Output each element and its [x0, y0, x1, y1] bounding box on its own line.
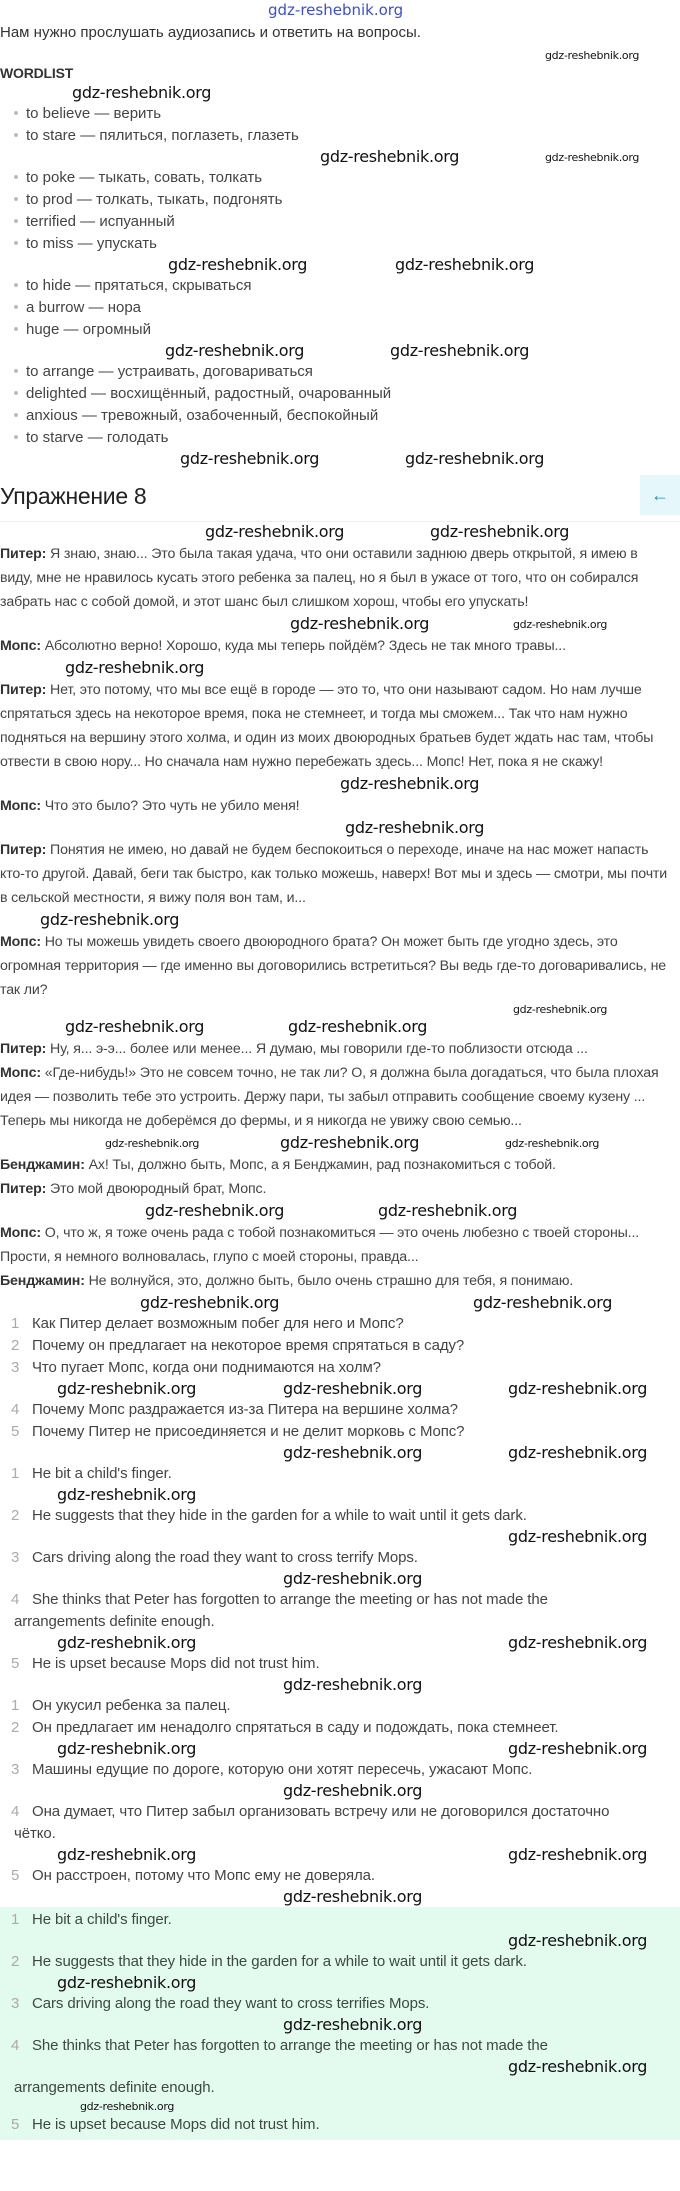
- answer-text: She thinks that Peter has forgotten to arrange the meeting or has not made the: [32, 2037, 548, 2054]
- site-watermark: gdz-reshebnik.org: [57, 1845, 197, 1864]
- speaker-name: Мопс:: [0, 798, 41, 814]
- answer-text: Cars driving along the road they want to cross terrify Mops.: [32, 1549, 418, 1566]
- watermark-row: [0, 2099, 680, 2114]
- site-watermark: gdz-reshebnik.org: [545, 151, 640, 164]
- wordlist-item-text: to arrange — устраивать, договариваться: [26, 363, 313, 380]
- answers-final-list: [0, 2114, 680, 2136]
- site-watermark-header: gdz-reshebnik.org: [268, 1, 404, 19]
- site-watermark: gdz-reshebnik.org: [473, 1293, 613, 1312]
- site-watermark: gdz-reshebnik.org: [508, 1379, 648, 1398]
- speaker-name: Мопс:: [0, 1225, 41, 1241]
- site-watermark: gdz-reshebnik.org: [345, 818, 485, 837]
- site-watermark: gdz-reshebnik.org: [65, 1017, 205, 1036]
- watermark-row: [0, 147, 680, 167]
- item-number: 5: [11, 1655, 20, 1672]
- item-number: 4: [11, 1803, 20, 1820]
- answer-item: [0, 1717, 680, 1739]
- answers-final-list: [0, 1993, 680, 2015]
- watermark-row: [0, 83, 680, 103]
- watermark-row: [0, 341, 680, 361]
- item-number: 1: [11, 1465, 20, 1482]
- answer-text: Cars driving along the road they want to cross terrifies Mops.: [32, 1995, 430, 2012]
- site-watermark: gdz-reshebnik.org: [205, 522, 345, 541]
- question-text: Как Питер делает возможным побег для него и Мопс?: [32, 1315, 404, 1332]
- answer-text: He suggests that they hide in the garden for a while to wait until it gets dark.: [32, 1507, 527, 1524]
- wordlist-item: [10, 405, 680, 427]
- bullet-icon: [14, 283, 18, 287]
- watermark-row: [0, 1527, 680, 1547]
- site-watermark: gdz-reshebnik.org: [395, 255, 535, 274]
- wordlist: [0, 361, 680, 449]
- answer-item: [0, 1909, 680, 1931]
- answers-ru-list: [0, 1759, 680, 1781]
- site-watermark: gdz-reshebnik.org: [65, 658, 205, 677]
- watermark-row: [0, 1485, 680, 1505]
- answer-text: Машины едущие по дороге, которую они хотят пересечь, ужасают Мопс.: [32, 1761, 533, 1778]
- answer-item: [0, 1801, 680, 1845]
- item-number: 2: [11, 1953, 20, 1970]
- answers-en-list: [0, 1463, 680, 1485]
- dialog-text: Ах! Ты, должно быть, Мопс, а я Бенджамин, рад познакомиться с тобой.: [84, 1157, 556, 1173]
- speaker-name: Бенджамин:: [0, 1273, 85, 1289]
- site-watermark: gdz-reshebnik.org: [40, 910, 180, 929]
- answer-item: [0, 1653, 680, 1675]
- bullet-icon: [14, 197, 18, 201]
- watermark-row: [0, 1201, 680, 1221]
- answer-text: He is upset because Mops did not trust him.: [32, 1655, 320, 1672]
- site-watermark: gdz-reshebnik.org: [405, 449, 545, 468]
- site-watermark: gdz-reshebnik.org: [508, 1527, 648, 1546]
- answer-text: Она думает, что Питер забыл организовать встречу или не договорился достаточно: [32, 1803, 610, 1820]
- wordlist-title: WORDLIST: [0, 65, 74, 81]
- answers-en-list: [0, 1547, 680, 1569]
- answers-en-list: [0, 1589, 680, 1633]
- wordlist-item-text: to poke — тыкать, совать, толкать: [26, 169, 263, 186]
- speaker-name: Бенджамин:: [0, 1157, 85, 1173]
- watermark-row: [0, 614, 680, 634]
- wordlist-item: [10, 211, 680, 233]
- wordlist: [0, 103, 680, 147]
- bullet-icon: [14, 219, 18, 223]
- watermark-row: [0, 1379, 680, 1399]
- answers-ru-list: [0, 1801, 680, 1845]
- speaker-name: Мопс:: [0, 1065, 41, 1081]
- answers-ru-list: [0, 1865, 680, 1887]
- wordlist-item-text: to starve — голодать: [26, 429, 169, 446]
- item-number: 5: [11, 2116, 20, 2133]
- answers-en-list: [0, 1653, 680, 1675]
- watermark-row: [0, 774, 680, 794]
- watermark-row: [0, 1973, 680, 1993]
- site-watermark: gdz-reshebnik.org: [180, 449, 320, 468]
- site-watermark: gdz-reshebnik.org: [390, 341, 530, 360]
- item-number: 4: [11, 1401, 20, 1418]
- answer-item: [0, 1589, 680, 1633]
- dialog-text: «Где-нибудь!» Это не совсем точно, не так ли? О, я должна была догадаться, что была плохая идея — позволить тебе это устроить. Держу пари, ты забыл отправить сообщение своему кузену ... Теперь мы никогда не доберёмся до фермы, и я никогда не увижу свою семью...: [0, 1065, 659, 1129]
- questions-ru-list: [0, 1313, 680, 1379]
- dialog-text: Ну, я... э-э... более или менее... Я думаю, мы говорили где-то поблизости отсюда ...: [46, 1041, 588, 1057]
- wordlist-item-text: delighted — восхищённый, радостный, очарованный: [26, 385, 392, 402]
- item-number: 2: [11, 1719, 20, 1736]
- speaker-name: Питер:: [0, 1041, 47, 1057]
- item-number: 5: [11, 1867, 20, 1884]
- item-number: 1: [11, 1697, 20, 1714]
- exercise-title: Упражнение 8: [0, 483, 147, 509]
- watermark-row: [0, 1739, 680, 1759]
- answer-text-continued: чётко.: [14, 1825, 56, 1842]
- answer-text: He bit a child's finger.: [32, 1465, 172, 1482]
- item-number: 3: [11, 1761, 20, 1778]
- wordlist-item-text: a burrow — нора: [26, 299, 142, 316]
- site-watermark: gdz-reshebnik.org: [505, 1137, 600, 1150]
- watermark-row: [0, 1931, 680, 1951]
- answer-item: [0, 1463, 680, 1485]
- item-number: 1: [11, 1315, 20, 1332]
- site-watermark: gdz-reshebnik.org: [57, 1485, 197, 1504]
- site-watermark: gdz-reshebnik.org: [280, 1133, 420, 1152]
- wordlist-item: [10, 297, 680, 319]
- question-text: Что пугает Мопс, когда они поднимаются на холм?: [32, 1359, 381, 1376]
- answer-text: Он укусил ребенка за палец.: [32, 1697, 231, 1714]
- watermark-row: [0, 1133, 680, 1153]
- answers-ru-list: [0, 1695, 680, 1739]
- speaker-name: Питер:: [0, 546, 47, 562]
- dialog-transcript: [0, 542, 670, 1293]
- dialog-line: [0, 678, 670, 774]
- bullet-icon: [14, 111, 18, 115]
- answer-item: [0, 2077, 680, 2099]
- site-watermark: gdz-reshebnik.org: [57, 1379, 197, 1398]
- wordlist-item-text: to miss — упускать: [26, 235, 157, 252]
- watermark-row: [0, 1017, 680, 1037]
- watermark-row: [0, 1569, 680, 1589]
- site-watermark: gdz-reshebnik.org: [340, 774, 480, 793]
- question-item: [0, 1421, 680, 1443]
- dialog-line: [0, 1153, 670, 1177]
- wordlist: [0, 167, 680, 255]
- watermark-row: [0, 0, 680, 20]
- question-text: Почему Питер не присоединяется и не делит морковь с Мопс?: [32, 1423, 465, 1440]
- dialog-line: [0, 930, 670, 1002]
- bullet-icon: [14, 175, 18, 179]
- answers-final-list: [0, 2035, 680, 2057]
- answer-text: He bit a child's finger.: [32, 1911, 172, 1928]
- wordlist-item-text: terrified — испуанный: [26, 213, 175, 230]
- answer-text-continued: arrangements definite enough.: [14, 2079, 215, 2096]
- site-watermark: gdz-reshebnik.org: [145, 1201, 285, 1220]
- question-text: Почему он предлагает на некоторое время спрятаться в саду?: [32, 1337, 465, 1354]
- answer-highlight-box: [0, 1907, 680, 2140]
- answer-item: [0, 2114, 680, 2136]
- dialog-line: [0, 794, 670, 818]
- dialog-text: Нет, это потому, что мы все ещё в городе — это то, что они называют садом. Но нам лучше спрятаться здесь на некоторое время, пока не стемнеет, и тогда мы сможем... Так что нам нужно подняться на вершину этого холма, и один из моих двоюродных братьев будет ждать нас там, чтобы отвести в свою нору... Но сначала нам нужно перебежать здесь... Мопс! Нет, пока я не скажу!: [0, 682, 654, 770]
- dialog-text: Не волнуйся, это, должно быть, было очень страшно для тебя, я понимаю.: [84, 1273, 574, 1289]
- answer-item: [0, 2035, 680, 2057]
- wordlist-item: [10, 103, 680, 125]
- site-watermark: gdz-reshebnik.org: [140, 1293, 280, 1312]
- questions-ru-list: [0, 1399, 680, 1443]
- watermark-row: [0, 522, 680, 542]
- wordlist: [0, 275, 680, 341]
- bullet-icon: [14, 435, 18, 439]
- bullet-icon: [14, 369, 18, 373]
- wordlist-item: [10, 319, 680, 341]
- answer-text: He suggests that they hide in the garden for a while to wait until it gets dark.: [32, 1953, 527, 1970]
- answer-item: [0, 1695, 680, 1717]
- item-number: 3: [11, 1549, 20, 1566]
- watermark-row: [0, 1675, 680, 1695]
- wordlist-item-text: to believe — верить: [26, 105, 162, 122]
- item-number: 1: [11, 1911, 20, 1928]
- answer-text: Он предлагает им ненадолго спрятаться в саду и подождать, пока стемнеет.: [32, 1719, 559, 1736]
- answer-text: She thinks that Peter has forgotten to arrange the meeting or has not made the: [32, 1591, 548, 1608]
- wordlist-item: [10, 233, 680, 255]
- watermark-row: [0, 1887, 680, 1907]
- dialog-text: Понятия не имею, но давай не будем беспокоиться о переходе, иначе на нас может напасть кто-то другой. Давай, беги так быстро, как только можешь, наверх! Вот мы и здесь — смотри, мы почти в сельской местности, я вижу поля вон там, и...: [0, 842, 668, 906]
- question-item: [0, 1313, 680, 1335]
- wordlist-item: [10, 427, 680, 449]
- item-number: 4: [11, 2037, 20, 2054]
- site-watermark: gdz-reshebnik.org: [513, 618, 608, 631]
- site-watermark: gdz-reshebnik.org: [378, 1201, 518, 1220]
- task-instruction: Нам нужно прослушать аудиозапись и ответить на вопросы.: [0, 24, 421, 41]
- site-watermark: gdz-reshebnik.org: [283, 1569, 423, 1588]
- dialog-line: [0, 1269, 670, 1293]
- answer-text-continued: arrangements definite enough.: [14, 1613, 215, 1630]
- site-watermark: gdz-reshebnik.org: [545, 49, 640, 62]
- answer-item: [0, 1951, 680, 1973]
- site-watermark: gdz-reshebnik.org: [508, 1739, 648, 1758]
- wordlist-item: [10, 361, 680, 383]
- question-item: [0, 1399, 680, 1421]
- watermark-row: [0, 1002, 680, 1017]
- bullet-icon: [14, 241, 18, 245]
- speaker-name: Питер:: [0, 1181, 47, 1197]
- site-watermark: gdz-reshebnik.org: [320, 147, 460, 166]
- site-watermark: gdz-reshebnik.org: [283, 1675, 423, 1694]
- site-watermark: gdz-reshebnik.org: [430, 522, 570, 541]
- dialog-line: [0, 1037, 670, 1061]
- dialog-text: Но ты можешь увидеть своего двоюродного брата? Он может быть где угодно здесь, это огромная территория — где именно вы договорились встретиться? Вы ведь где-то договаривались, не так ли?: [0, 934, 667, 998]
- dialog-line: [0, 1221, 670, 1269]
- site-watermark: gdz-reshebnik.org: [508, 1633, 648, 1652]
- dialog-text: Я знаю, знаю... Это была такая удача, что они оставили заднюю дверь открытой, я имею в виду, мне не нравилось кусать этого ребенка за палец, но я был в ужасе от того, что он собирался забрать нас с собой домой, и этот шанс был слишком хорош, чтобы его упускать!: [0, 546, 639, 610]
- site-watermark: gdz-reshebnik.org: [513, 1003, 608, 1016]
- watermark-row: [0, 1845, 680, 1865]
- item-number: 2: [11, 1507, 20, 1524]
- site-watermark: gdz-reshebnik.org: [57, 1739, 197, 1758]
- speaker-name: Мопс:: [0, 638, 41, 654]
- watermark-row: [0, 1633, 680, 1653]
- arrow-left-icon: ←: [651, 485, 669, 505]
- site-watermark: gdz-reshebnik.org: [283, 2015, 423, 2034]
- wordlist-item: [10, 125, 680, 147]
- dialog-line: [0, 1177, 670, 1201]
- site-watermark: gdz-reshebnik.org: [508, 1845, 648, 1864]
- site-watermark: gdz-reshebnik.org: [508, 1931, 648, 1950]
- speaker-name: Питер:: [0, 842, 47, 858]
- watermark-row: [0, 818, 680, 838]
- answers-final-list: [0, 1951, 680, 1973]
- question-item: [0, 1335, 680, 1357]
- dialog-text: О, что ж, я тоже очень рада с тобой познакомиться — это очень любезно с твоей стороны... Прости, я немного волновалась, глупо с моей стороны, правда...: [0, 1225, 640, 1265]
- answer-text: He is upset because Mops did not trust him.: [32, 2116, 320, 2133]
- answer-item: [0, 1865, 680, 1887]
- watermark-row: [0, 1781, 680, 1801]
- bullet-icon: [14, 133, 18, 137]
- answers-final-list: [0, 1909, 680, 1931]
- dialog-line: [0, 634, 670, 658]
- answers-final-list: [0, 2077, 680, 2099]
- site-watermark: gdz-reshebnik.org: [105, 1137, 200, 1150]
- watermark-row: [0, 910, 680, 930]
- wordlist-item: [10, 189, 680, 211]
- answer-item: [0, 1547, 680, 1569]
- site-watermark: gdz-reshebnik.org: [168, 255, 308, 274]
- item-number: 3: [11, 1995, 20, 2012]
- wordlist-item-text: anxious — тревожный, озабоченный, беспокойный: [26, 407, 379, 424]
- speaker-name: Питер:: [0, 682, 47, 698]
- site-watermark: gdz-reshebnik.org: [290, 614, 430, 633]
- bullet-icon: [14, 327, 18, 331]
- answer-item: [0, 1505, 680, 1527]
- exercise-header: [0, 473, 680, 522]
- site-watermark: gdz-reshebnik.org: [165, 341, 305, 360]
- site-watermark: gdz-reshebnik.org: [283, 1379, 423, 1398]
- watermark-row: [0, 1443, 680, 1463]
- wordlist-item-text: to hide — прятаться, скрываться: [26, 277, 252, 294]
- bullet-icon: [14, 391, 18, 395]
- bullet-icon: [14, 413, 18, 417]
- dialog-text: Это мой двоюродный брат, Мопс.: [46, 1181, 267, 1197]
- watermark-row: [0, 2057, 680, 2077]
- answers-en-list: [0, 1505, 680, 1527]
- speaker-name: Мопс:: [0, 934, 41, 950]
- wordlist-item-text: huge — огромный: [26, 321, 151, 338]
- item-number: 4: [11, 1591, 20, 1608]
- watermark-row: [0, 1293, 680, 1313]
- wordlist-item-text: to prod — толкать, тыкать, подгонять: [26, 191, 283, 208]
- dialog-text: Что это было? Это чуть не убило меня!: [40, 798, 300, 814]
- watermark-row: [0, 2015, 680, 2035]
- bullet-icon: [14, 305, 18, 309]
- wordlist-item: [10, 383, 680, 405]
- site-watermark: gdz-reshebnik.org: [508, 2057, 648, 2076]
- answer-item: [0, 1759, 680, 1781]
- dialog-line: [0, 542, 670, 614]
- dialog-line: [0, 1061, 670, 1133]
- item-number: 3: [11, 1359, 20, 1376]
- wordlist-item-text: to stare — пялиться, поглазеть, глазеть: [26, 127, 299, 144]
- site-watermark: gdz-reshebnik.org: [80, 2100, 175, 2113]
- site-watermark: gdz-reshebnik.org: [283, 1887, 423, 1906]
- dialog-text: Абсолютно верно! Хорошо, куда мы теперь пойдём? Здесь не так много травы...: [40, 638, 566, 654]
- site-watermark: gdz-reshebnik.org: [508, 1443, 648, 1462]
- item-number: 2: [11, 1337, 20, 1354]
- wordlist-item: [10, 275, 680, 297]
- back-button[interactable]: [640, 475, 680, 515]
- question-item: [0, 1357, 680, 1379]
- site-watermark: gdz-reshebnik.org: [283, 1781, 423, 1800]
- item-number: 5: [11, 1423, 20, 1440]
- site-watermark: gdz-reshebnik.org: [57, 1633, 197, 1652]
- dialog-line: [0, 838, 670, 910]
- wordlist-item: [10, 167, 680, 189]
- question-text: Почему Мопс раздражается из-за Питера на вершине холма?: [32, 1401, 458, 1418]
- watermark-row: [0, 658, 680, 678]
- answer-item: [0, 1993, 680, 2015]
- site-watermark: gdz-reshebnik.org: [57, 1973, 197, 1992]
- site-watermark: gdz-reshebnik.org: [288, 1017, 428, 1036]
- watermark-row: [0, 449, 680, 469]
- site-watermark: gdz-reshebnik.org: [283, 1443, 423, 1462]
- watermark-row: [0, 255, 680, 275]
- site-watermark: gdz-reshebnik.org: [72, 83, 212, 102]
- answer-text: Он расстроен, потому что Мопс ему не доверяла.: [32, 1867, 375, 1884]
- watermark-row: [0, 48, 680, 63]
